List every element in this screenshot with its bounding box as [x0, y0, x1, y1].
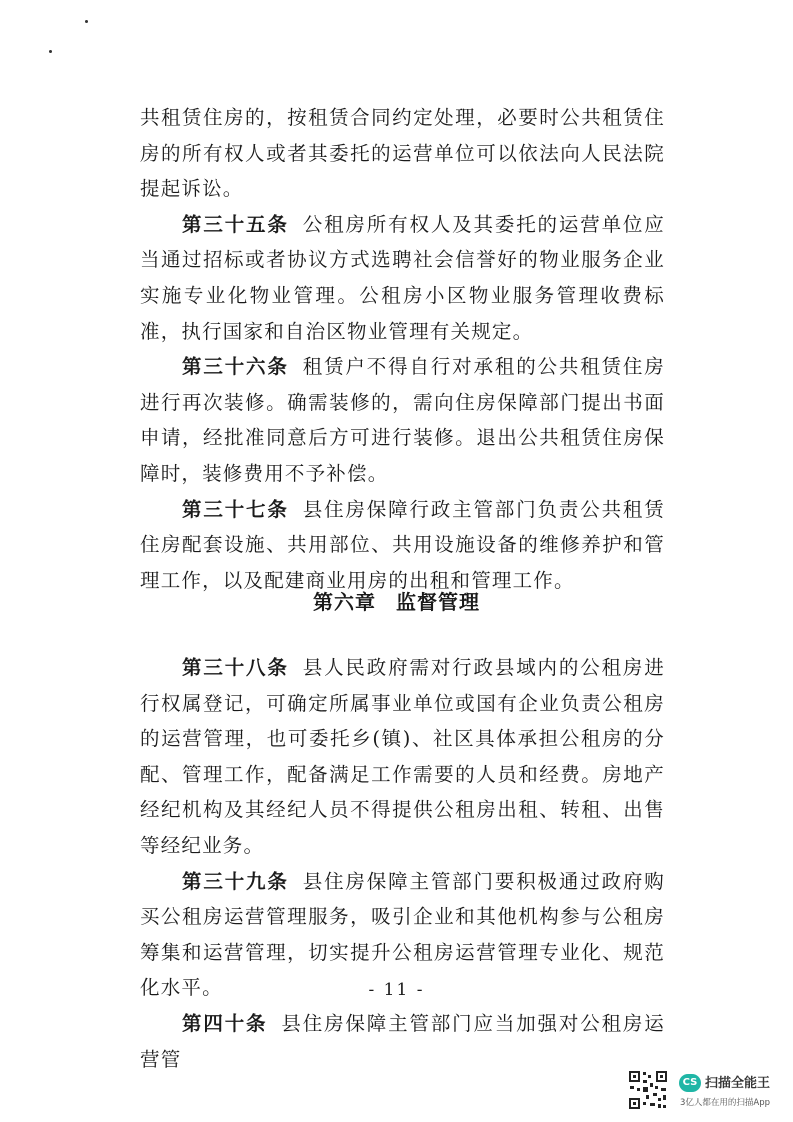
body-text-top	[140, 100, 665, 598]
chapter-title: 监督管理	[396, 590, 480, 614]
scanner-app-tagline: 3亿人都在用的扫描App	[680, 1098, 771, 1108]
body-text-bottom	[140, 650, 665, 1077]
paragraph-continued	[140, 100, 665, 207]
qr-code-icon	[628, 1070, 668, 1110]
article-number: 第三十七条	[182, 497, 289, 521]
paragraph-text: 县住房保障主管部门要积极通过政府购买公租房运营管理服务，吸引企业和其他机构参与公租房筹集和运营管理，切实提升公租房运营管理专业化、规范化水平。	[140, 869, 665, 1000]
chapter-number: 第六章	[313, 590, 376, 614]
paragraph-text: 共租赁住房的，按租赁合同约定处理，必要时公共租赁住房的所有权人或者其委托的运营单位可以依法向人民法院提起诉讼。	[140, 106, 665, 201]
article-number: 第三十九条	[182, 869, 289, 893]
article-number: 第三十六条	[182, 355, 289, 379]
paragraph-text: 县住房保障主管部门应当加强对公租房运营管	[140, 1011, 665, 1071]
article-35	[140, 207, 665, 349]
chapter-heading	[0, 586, 793, 615]
article-36	[140, 349, 665, 491]
article-number: 第三十五条	[182, 212, 289, 236]
article-37	[140, 492, 665, 599]
paragraph-text: 租赁户不得自行对承租的公共租赁住房进行再次装修。确需装修的，需向住房保障部门提出书面申请，经批准同意后方可进行装修。退出公共租赁住房保障时，装修费用不予补偿。	[140, 355, 665, 485]
article-number: 第三十八条	[182, 656, 289, 679]
scanner-logo-badge: CS	[679, 1074, 701, 1092]
scan-speck	[49, 50, 52, 53]
article-number: 第四十条	[182, 1011, 268, 1035]
article-38	[140, 650, 665, 864]
paragraph-text: 县人民政府需对行政县域内的公租房进行权属登记，可确定所属事业单位或国有企业负责公租房的运营管理，也可委托乡(镇)、社区具体承担公租房的分配、管理工作，配备满足工作需要的人员和经费。房地产经纪机构及其经纪人员不得提供公租房出租、转租、出售等经纪业务。	[140, 656, 665, 857]
scan-speck	[85, 20, 88, 23]
article-40	[140, 1006, 665, 1077]
scanner-app-name: 扫描全能王	[705, 1076, 771, 1091]
scanner-watermark	[628, 1070, 786, 1114]
paragraph-text: 公租房所有权人及其委托的运营单位应当通过招标或者协议方式选聘社会信誉好的物业服务企业实施专业化物业管理。公租房小区物业服务管理收费标准，执行国家和自治区物业管理有关规定。	[140, 212, 665, 343]
paragraph-text: 县住房保障行政主管部门负责公共租赁住房配套设施、共用部位、共用设施设备的维修养护和管理工作，以及配建商业用房的出租和管理工作。	[140, 497, 665, 592]
page-number: - 11 -	[368, 980, 425, 1000]
